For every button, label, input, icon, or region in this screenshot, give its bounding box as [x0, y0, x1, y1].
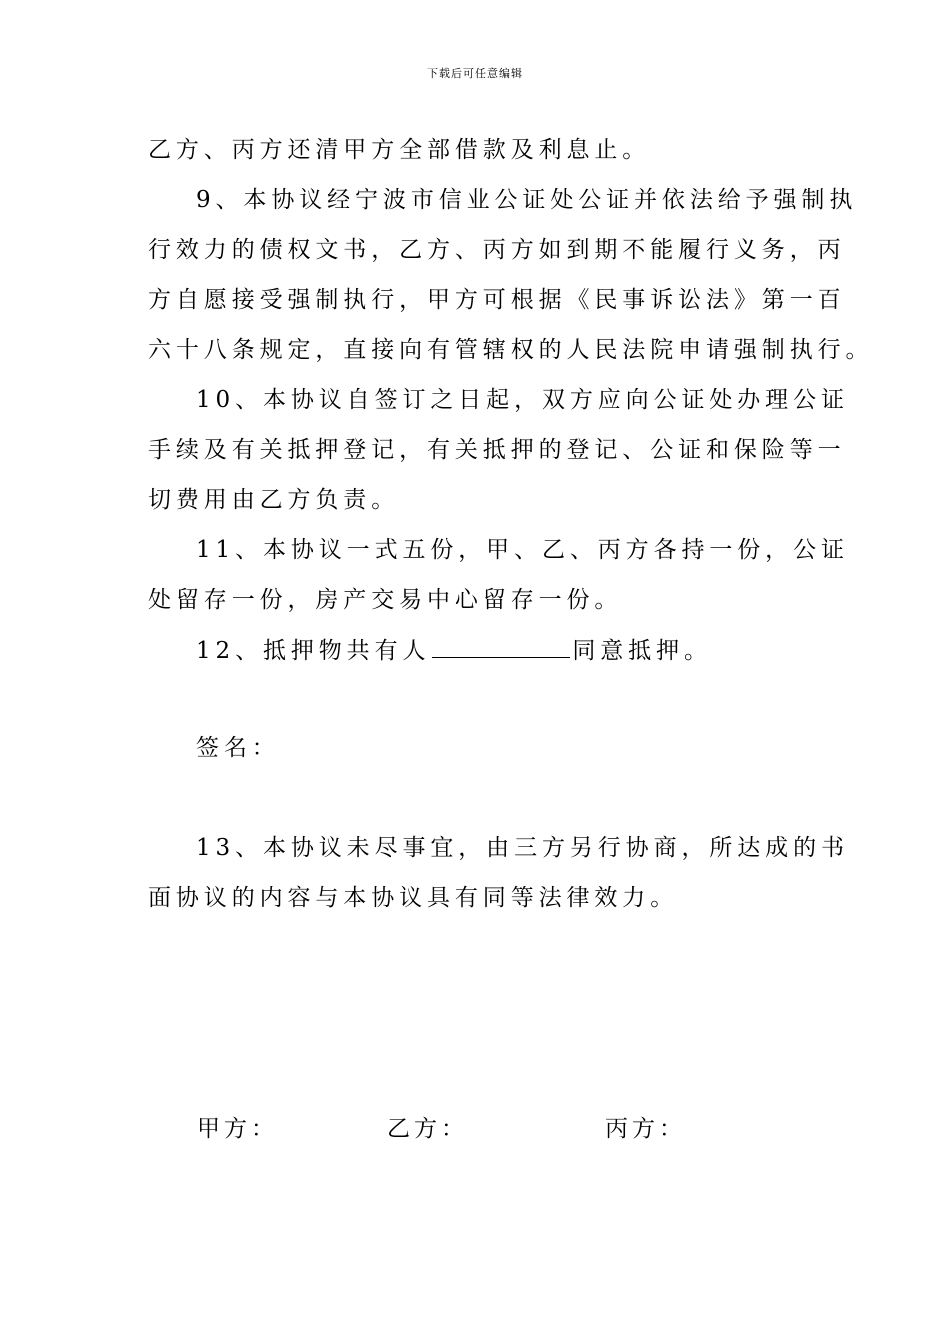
party-c-signature-label: 丙方：	[605, 1116, 686, 1142]
clause-9-line-4: 六十八条规定，直接向有管辖权的人民法院申请强制执行。	[148, 337, 874, 363]
clause-9-line-1: 9、本协议经宁波市信业公证处公证并依法给予强制执	[196, 187, 858, 213]
clause-9-line-2: 行效力的债权文书，乙方、丙方如到期不能履行义务，丙	[148, 237, 846, 263]
text-line: 乙方、丙方还清甲方全部借款及利息止。	[148, 137, 651, 163]
clause-13-line-1: 13、本协议未尽事宜，由三方另行协商，所达成的书	[196, 835, 849, 861]
clause-9-line-3: 方自愿接受强制执行，甲方可根据《民事诉讼法》第一百	[148, 287, 846, 313]
page-header: 下载后可任意编辑	[427, 67, 523, 80]
party-b-signature-label: 乙方：	[387, 1116, 468, 1142]
signature-label: 签名：	[196, 735, 280, 761]
clause-12-line	[196, 635, 856, 666]
clause-10-line-1: 10、本协议自签订之日起，双方应向公证处办理公证	[196, 387, 849, 413]
clause-12-prefix: 12、抵押物共有人	[196, 638, 431, 664]
clause-10-line-2: 手续及有关抵押登记，有关抵押的登记、公证和保险等一	[148, 437, 846, 463]
clause-10-line-3: 切费用由乙方负责。	[148, 487, 400, 513]
co-owner-blank-field[interactable]	[432, 635, 570, 658]
clause-11-line-1: 11、本协议一式五份，甲、乙、丙方各持一份，公证	[196, 537, 849, 563]
clause-11-line-2: 处留存一份，房产交易中心留存一份。	[148, 587, 623, 613]
clause-12-suffix: 同意抵押。	[572, 638, 712, 664]
clause-13-line-2: 面协议的内容与本协议具有同等法律效力。	[148, 885, 679, 911]
party-a-signature-label: 甲方：	[197, 1116, 278, 1142]
